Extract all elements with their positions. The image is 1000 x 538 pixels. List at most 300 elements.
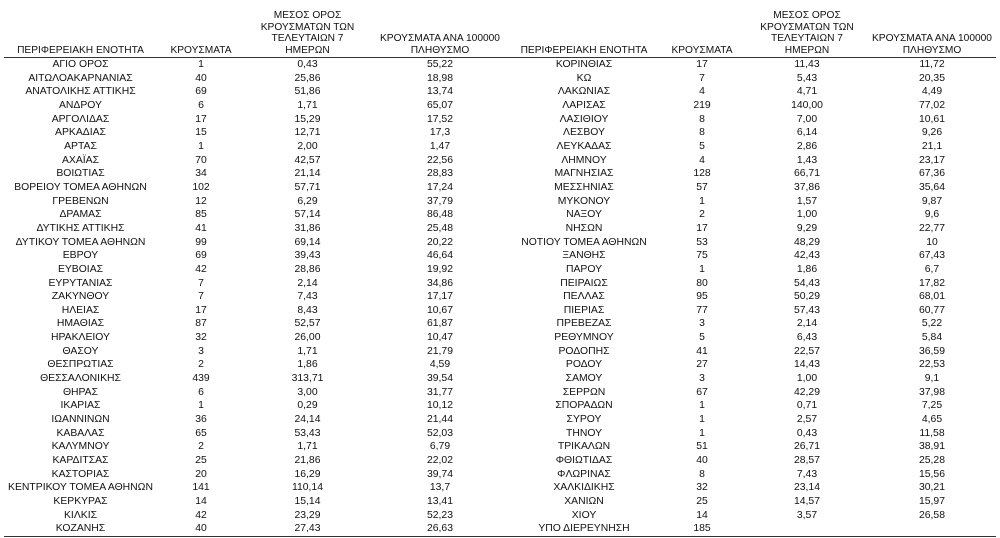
cell-regional-unit: ΗΡΑΚΛΕΙΟΥ bbox=[51, 332, 110, 344]
cell-cases-per-100000: 5,22 bbox=[921, 318, 943, 330]
cell-cases-per-100000: 17,52 bbox=[426, 113, 453, 125]
cell-cases: 1 bbox=[699, 263, 705, 275]
cell-regional-unit: ΗΜΑΘΙΑΣ bbox=[56, 318, 105, 330]
cell-cases-per-100000: 22,56 bbox=[426, 154, 453, 166]
cell-7day-average: 23,14 bbox=[793, 482, 820, 494]
cell-cases: 219 bbox=[693, 99, 711, 111]
cell-cases-per-100000: 6,79 bbox=[429, 441, 451, 453]
cell-cases: 41 bbox=[696, 345, 708, 357]
cell-regional-unit: ΜΥΚΟΝΟΥ bbox=[557, 195, 611, 207]
cell-cases-per-100000: 17,3 bbox=[429, 127, 451, 139]
cell-cases-per-100000: 17,24 bbox=[426, 181, 453, 193]
cell-7day-average: 7,00 bbox=[796, 113, 818, 125]
cell-7day-average: 15,14 bbox=[294, 496, 321, 507]
cell-cases-per-100000: 52,23 bbox=[426, 509, 453, 521]
cell-cases-per-100000: 31,77 bbox=[426, 386, 453, 398]
table-row bbox=[510, 358, 996, 372]
cell-cases-per-100000: 10,61 bbox=[918, 113, 945, 125]
header-row bbox=[4, 10, 510, 58]
cell-regional-unit: ΣΕΡΡΩΝ bbox=[562, 386, 606, 398]
cell-7day-average: 6,43 bbox=[796, 332, 818, 344]
cell-7day-average: 2,14 bbox=[297, 277, 318, 289]
cell-regional-unit: ΡΟΔΟΠΗΣ bbox=[558, 345, 610, 357]
cell-cases: 17 bbox=[195, 304, 207, 316]
cell-7day-average: 53,43 bbox=[294, 427, 321, 439]
cell-7day-average: 5,43 bbox=[796, 72, 818, 84]
cell-cases: 99 bbox=[195, 236, 207, 248]
cell-7day-average: 24,14 bbox=[294, 414, 321, 426]
cell-cases: 75 bbox=[696, 250, 708, 262]
table-row bbox=[510, 58, 996, 72]
cell-regional-unit: ΠΡΕΒΕΖΑΣ bbox=[556, 318, 612, 330]
cell-cases-per-100000: 67,43 bbox=[918, 250, 945, 262]
cell-cases-per-100000 bbox=[868, 522, 996, 536]
cell-regional-unit: ΠΕΙΡΑΙΩΣ bbox=[560, 277, 608, 289]
cell-cases: 1 bbox=[699, 195, 705, 207]
cell-cases-per-100000: 21,1 bbox=[921, 140, 943, 152]
table-row bbox=[510, 317, 996, 331]
cell-cases-per-100000: 77,02 bbox=[918, 99, 945, 111]
cell-cases-per-100000: 30,21 bbox=[918, 482, 945, 494]
cell-regional-unit: ΑΓΙΟ ΟΡΟΣ bbox=[52, 59, 109, 70]
table-row bbox=[510, 427, 996, 441]
cell-regional-unit: ΛΗΜΝΟΥ bbox=[561, 154, 607, 166]
cell-7day-average: 140,00 bbox=[791, 99, 823, 111]
cell-cases-per-100000: 13,74 bbox=[426, 86, 453, 98]
cell-regional-unit: ΠΙΕΡΙΑΣ bbox=[563, 304, 605, 316]
table-row bbox=[510, 99, 996, 113]
cell-regional-unit: ΡΕΘΥΜΝΟΥ bbox=[554, 332, 614, 344]
cell-cases: 1 bbox=[198, 400, 204, 412]
table-row bbox=[510, 126, 996, 140]
cell-regional-unit: ΑΡΚΑΔΙΑΣ bbox=[55, 127, 106, 139]
cell-cases: 32 bbox=[696, 482, 708, 494]
cell-7day-average: 313,71 bbox=[291, 373, 324, 385]
table-row bbox=[510, 413, 996, 427]
cell-7day-average: 52,57 bbox=[294, 318, 321, 330]
table-row bbox=[4, 427, 510, 441]
cell-regional-unit: ΚΑΡΔΙΤΣΑΣ bbox=[52, 455, 109, 467]
cell-cases: 27 bbox=[696, 359, 708, 371]
cell-cases: 42 bbox=[195, 509, 207, 521]
cell-7day-average: 2,00 bbox=[297, 140, 318, 152]
cell-7day-average: 48,29 bbox=[793, 236, 820, 248]
table-row bbox=[510, 481, 996, 495]
cell-cases-per-100000: 11,72 bbox=[919, 59, 945, 70]
cell-cases: 85 bbox=[195, 209, 207, 221]
cell-regional-unit: ΚΙΛΚΙΣ bbox=[64, 509, 97, 521]
cell-7day-average: 69,14 bbox=[294, 236, 321, 248]
cell-cases: 4 bbox=[699, 154, 705, 166]
table-row bbox=[510, 495, 996, 509]
header-cases: ΚΡΟΥΣΜΑΤΑ bbox=[671, 44, 733, 56]
cell-7day-average: 1,57 bbox=[796, 195, 818, 207]
cell-regional-unit: ΑΙΤΩΛΟΑΚΑΡΝΑΝΙΑΣ bbox=[28, 72, 133, 84]
cell-7day-average: 2,57 bbox=[796, 414, 818, 426]
cell-regional-unit: ΒΟΙΩΤΙΑΣ bbox=[56, 168, 105, 180]
table-row bbox=[510, 345, 996, 359]
table-row bbox=[4, 481, 510, 495]
table-body-right bbox=[510, 58, 996, 537]
cell-cases: 15 bbox=[195, 127, 207, 139]
header-cases: ΚΡΟΥΣΜΑΤΑ bbox=[170, 44, 232, 56]
table-row bbox=[510, 236, 996, 250]
cell-cases: 2 bbox=[699, 209, 705, 221]
cell-regional-unit: ΑΡΤΑΣ bbox=[64, 140, 97, 152]
cell-cases: 87 bbox=[195, 318, 207, 330]
cell-cases: 12 bbox=[195, 195, 207, 207]
cell-cases: 141 bbox=[192, 482, 210, 494]
cell-7day-average: 6,14 bbox=[796, 127, 818, 139]
table-row bbox=[4, 522, 510, 536]
table-row bbox=[4, 331, 510, 345]
cell-7day-average: 51,86 bbox=[294, 86, 321, 98]
cell-7day-average: 26,00 bbox=[294, 332, 321, 344]
cases-table-left bbox=[4, 10, 510, 537]
cell-regional-unit: ΛΕΣΒΟΥ bbox=[563, 127, 605, 139]
cell-cases-per-100000: 39,74 bbox=[426, 468, 453, 480]
cell-regional-unit: ΛΕΥΚΑΔΑΣ bbox=[556, 140, 612, 152]
cell-7day-average: 28,86 bbox=[294, 263, 321, 275]
cell-cases-per-100000: 10 bbox=[926, 236, 938, 248]
table-row bbox=[510, 195, 996, 209]
cell-regional-unit: ΔΥΤΙΚΟΥ ΤΟΜΕΑ ΑΘΗΝΩΝ bbox=[15, 236, 146, 248]
table-row bbox=[4, 317, 510, 331]
cell-7day-average: 14,43 bbox=[793, 359, 820, 371]
cell-7day-average: 22,57 bbox=[793, 345, 820, 357]
cell-regional-unit: ΚΑΒΑΛΑΣ bbox=[56, 427, 105, 439]
table-row bbox=[4, 304, 510, 318]
cell-cases: 51 bbox=[696, 441, 708, 453]
table-row bbox=[510, 522, 996, 536]
cell-regional-unit: ΚΟΡΙΝΘΙΑΣ bbox=[555, 59, 613, 70]
table-row bbox=[4, 195, 510, 209]
cell-cases-per-100000: 10,47 bbox=[426, 332, 453, 344]
cell-7day-average: 42,29 bbox=[793, 386, 820, 398]
cell-cases-per-100000: 22,02 bbox=[426, 455, 453, 467]
cell-7day-average: 1,71 bbox=[297, 345, 318, 357]
cell-cases-per-100000: 86,48 bbox=[426, 209, 453, 221]
cell-cases-per-100000: 38,91 bbox=[918, 441, 945, 453]
cell-cases-per-100000: 17,17 bbox=[426, 291, 453, 303]
cell-regional-unit: ΘΑΣΟΥ bbox=[62, 345, 99, 357]
header-7day-average: ΜΕΣΟΣ ΟΡΟΣ ΚΡΟΥΣΜΑΤΩΝ ΤΩΝ ΤΕΛΕΥΤΑΙΩΝ 7 ΗΜΕΡΩΝ bbox=[260, 10, 355, 56]
cell-cases: 8 bbox=[699, 127, 705, 139]
cell-cases: 1 bbox=[699, 427, 705, 439]
cell-7day-average: 0,29 bbox=[297, 400, 318, 412]
cell-cases: 7 bbox=[699, 72, 705, 84]
cell-regional-unit: ΕΥΒΟΙΑΣ bbox=[57, 263, 104, 275]
table-row bbox=[510, 222, 996, 236]
cell-7day-average: 1,00 bbox=[796, 209, 818, 221]
cell-cases: 1 bbox=[198, 59, 204, 70]
cell-cases: 17 bbox=[195, 113, 207, 125]
cell-cases: 185 bbox=[693, 523, 711, 535]
cell-cases: 6 bbox=[198, 99, 204, 111]
cell-regional-unit: ΠΑΡΟΥ bbox=[565, 263, 603, 275]
cell-cases-per-100000: 20,35 bbox=[918, 72, 945, 84]
table-row bbox=[4, 263, 510, 277]
cell-cases: 40 bbox=[696, 455, 708, 467]
cell-cases-per-100000: 65,07 bbox=[426, 99, 453, 111]
cell-cases: 57 bbox=[696, 181, 708, 193]
cell-cases: 42 bbox=[195, 263, 207, 275]
cell-regional-unit: ΓΡΕΒΕΝΩΝ bbox=[52, 195, 109, 207]
cell-cases-per-100000: 10,12 bbox=[426, 400, 453, 412]
cell-7day-average: 39,43 bbox=[294, 250, 321, 262]
cell-regional-unit: ΝΑΞΟΥ bbox=[566, 209, 602, 221]
cell-7day-average: 21,14 bbox=[294, 168, 321, 180]
cell-cases: 41 bbox=[195, 222, 207, 234]
cell-regional-unit: ΝΟΤΙΟΥ ΤΟΜΕΑ ΑΘΗΝΩΝ bbox=[521, 236, 647, 248]
cell-regional-unit: ΝΗΣΩΝ bbox=[565, 222, 603, 234]
table-row bbox=[510, 249, 996, 263]
cell-cases-per-100000: 67,36 bbox=[918, 168, 945, 180]
cell-7day-average: 57,14 bbox=[294, 209, 321, 221]
cell-cases: 2 bbox=[198, 359, 204, 371]
cell-regional-unit: ΘΕΣΣΑΛΟΝΙΚΗΣ bbox=[40, 373, 121, 385]
table-row bbox=[4, 208, 510, 222]
header-regional-unit: ΠΕΡΙΦΕΡΕΙΑΚΗ ΕΝΟΤΗΤΑ bbox=[520, 44, 648, 56]
cell-7day-average: 23,29 bbox=[294, 509, 321, 521]
cell-regional-unit: ΞΑΝΘΗΣ bbox=[562, 250, 606, 262]
cell-cases: 69 bbox=[195, 250, 207, 262]
cell-regional-unit: ΚΑΣΤΟΡΙΑΣ bbox=[51, 468, 110, 480]
table-row bbox=[4, 277, 510, 291]
cell-cases-per-100000: 22,77 bbox=[918, 222, 945, 234]
cell-cases-per-100000: 21,79 bbox=[426, 345, 453, 357]
cell-7day-average: 26,71 bbox=[793, 441, 820, 453]
cell-regional-unit: ΑΧΑΪΑΣ bbox=[61, 154, 100, 166]
cell-cases: 1 bbox=[699, 414, 705, 426]
table-row bbox=[4, 85, 510, 99]
cell-cases-per-100000: 9,1 bbox=[924, 373, 940, 385]
cell-regional-unit: ΗΛΕΙΑΣ bbox=[61, 304, 100, 316]
table-row bbox=[4, 290, 510, 304]
cell-cases-per-100000: 6,7 bbox=[924, 263, 940, 275]
cell-7day-average: 42,43 bbox=[793, 250, 820, 262]
cell-cases-per-100000: 26,58 bbox=[918, 509, 945, 521]
table-row bbox=[510, 140, 996, 154]
cell-7day-average: 37,86 bbox=[793, 181, 820, 193]
cell-cases-per-100000: 22,53 bbox=[918, 359, 945, 371]
cell-cases: 80 bbox=[696, 277, 708, 289]
cell-cases: 3 bbox=[198, 345, 204, 357]
cell-regional-unit: ΛΑΡΙΣΑΣ bbox=[562, 99, 606, 111]
cell-regional-unit: ΣΑΜΟΥ bbox=[565, 373, 603, 385]
cell-regional-unit: ΚΑΛΥΜΝΟΥ bbox=[51, 441, 110, 453]
table-row bbox=[4, 413, 510, 427]
cell-cases: 14 bbox=[195, 496, 207, 507]
cell-7day-average: 1,86 bbox=[297, 359, 318, 371]
table-row bbox=[510, 331, 996, 345]
cell-cases: 1 bbox=[699, 400, 705, 412]
cell-cases-per-100000: 46,64 bbox=[426, 250, 453, 262]
table-row bbox=[4, 167, 510, 181]
cell-cases: 8 bbox=[699, 113, 705, 125]
table-row bbox=[4, 72, 510, 86]
cell-7day-average: 7,43 bbox=[796, 468, 818, 480]
cell-7day-average: 1,43 bbox=[796, 154, 818, 166]
cell-7day-average: 4,71 bbox=[796, 86, 818, 98]
cell-7day-average: 2,86 bbox=[796, 140, 818, 152]
table-row bbox=[510, 263, 996, 277]
table-row bbox=[4, 399, 510, 413]
cell-cases-per-100000: 28,83 bbox=[426, 168, 453, 180]
cell-7day-average: 12,71 bbox=[294, 127, 321, 139]
table-row bbox=[510, 277, 996, 291]
cell-cases-per-100000: 35,64 bbox=[918, 181, 945, 193]
table-row bbox=[510, 440, 996, 454]
table-row bbox=[510, 208, 996, 222]
cell-cases-per-100000: 25,48 bbox=[426, 222, 453, 234]
cell-cases-per-100000: 9,26 bbox=[921, 127, 943, 139]
cell-cases: 17 bbox=[696, 222, 708, 234]
table-row bbox=[4, 440, 510, 454]
cell-cases-per-100000: 55,22 bbox=[426, 59, 453, 70]
table-row bbox=[4, 509, 510, 523]
cell-cases: 40 bbox=[195, 523, 207, 535]
cell-regional-unit: ΑΝΔΡΟΥ bbox=[59, 99, 102, 111]
cell-cases-per-100000: 4,49 bbox=[921, 86, 943, 98]
cell-cases: 17 bbox=[696, 59, 708, 70]
cell-cases-per-100000: 61,87 bbox=[426, 318, 453, 330]
cell-regional-unit: ΛΑΚΩΝΙΑΣ bbox=[557, 86, 611, 98]
cell-7day-average: 27,43 bbox=[294, 523, 321, 535]
cell-cases: 36 bbox=[195, 414, 207, 426]
cell-7day-average: 9,29 bbox=[796, 222, 818, 234]
cell-7day-average: 15,29 bbox=[294, 113, 321, 125]
cell-regional-unit: ΚΕΝΤΡΙΚΟΥ ΤΟΜΕΑ ΑΘΗΝΩΝ bbox=[8, 482, 153, 494]
table-row bbox=[4, 154, 510, 168]
cell-7day-average: 110,14 bbox=[291, 482, 323, 494]
cell-cases-per-100000: 15,97 bbox=[918, 496, 945, 507]
cell-7day-average: 42,57 bbox=[294, 154, 321, 166]
cell-7day-average: 8,43 bbox=[297, 304, 318, 316]
cell-cases: 25 bbox=[696, 496, 708, 507]
table-row bbox=[510, 85, 996, 99]
cell-cases: 32 bbox=[195, 332, 207, 344]
cell-7day-average bbox=[746, 522, 868, 536]
cell-7day-average: 21,86 bbox=[294, 455, 321, 467]
cell-cases: 3 bbox=[699, 373, 705, 385]
cell-7day-average: 3,00 bbox=[297, 386, 318, 398]
cell-regional-unit: ΡΟΔΟΥ bbox=[565, 359, 603, 371]
cell-regional-unit: ΒΟΡΕΙΟΥ ΤΟΜΕΑ ΑΘΗΝΩΝ bbox=[14, 181, 147, 193]
table-row bbox=[4, 386, 510, 400]
cell-cases-per-100000: 52,03 bbox=[426, 427, 453, 439]
cell-regional-unit: ΠΕΛΛΑΣ bbox=[563, 291, 605, 303]
cell-cases-per-100000: 9,6 bbox=[924, 209, 940, 221]
table-row bbox=[510, 399, 996, 413]
cell-7day-average: 14,57 bbox=[793, 496, 820, 507]
cell-7day-average: 25,86 bbox=[294, 72, 321, 84]
header-7day-average: ΜΕΣΟΣ ΟΡΟΣ ΚΡΟΥΣΜΑΤΩΝ ΤΩΝ ΤΕΛΕΥΤΑΙΩΝ 7 ΗΜΕΡΩΝ bbox=[760, 10, 854, 56]
cell-cases: 67 bbox=[696, 386, 708, 398]
cell-7day-average: 50,29 bbox=[793, 291, 820, 303]
table-row bbox=[510, 113, 996, 127]
cell-cases-per-100000: 36,59 bbox=[918, 345, 945, 357]
cell-cases: 8 bbox=[699, 468, 705, 480]
cell-7day-average: 6,29 bbox=[297, 195, 318, 207]
cell-7day-average: 57,43 bbox=[793, 304, 820, 316]
cell-cases: 5 bbox=[699, 140, 705, 152]
cell-cases: 5 bbox=[699, 332, 705, 344]
table-row bbox=[4, 495, 510, 509]
cell-regional-unit: ΚΟΖΑΝΗΣ bbox=[55, 523, 106, 535]
cell-7day-average: 11,43 bbox=[794, 59, 820, 70]
cell-7day-average: 28,57 bbox=[793, 455, 820, 467]
table-row bbox=[510, 509, 996, 523]
cell-regional-unit: ΕΥΡΥΤΑΝΙΑΣ bbox=[48, 277, 113, 289]
cell-cases-per-100000: 10,67 bbox=[426, 304, 453, 316]
cell-cases-per-100000: 4,65 bbox=[921, 414, 943, 426]
cell-7day-average: 66,71 bbox=[793, 168, 820, 180]
cell-cases: 128 bbox=[693, 168, 711, 180]
cell-regional-unit: ΚΩ bbox=[576, 72, 592, 84]
cell-cases: 7 bbox=[198, 291, 204, 303]
cell-regional-unit: ΚΕΡΚΥΡΑΣ bbox=[53, 496, 108, 507]
cell-regional-unit: ΑΝΑΤΟΛΙΚΗΣ ΑΤΤΙΚΗΣ bbox=[25, 86, 136, 98]
cell-cases: 102 bbox=[192, 181, 210, 193]
cell-cases-per-100000: 26,63 bbox=[426, 523, 453, 535]
header-cases-per-100000: ΚΡΟΥΣΜΑΤΑ ΑΝΑ 100000 ΠΛΗΘΥΣΜΟ bbox=[872, 33, 992, 56]
table-row bbox=[510, 372, 996, 386]
cell-regional-unit: ΔΥΤΙΚΗΣ ΑΤΤΙΚΗΣ bbox=[36, 222, 125, 234]
cell-cases: 7 bbox=[198, 277, 204, 289]
cell-regional-unit: ΧΑΛΚΙΔΙΚΗΣ bbox=[553, 482, 615, 494]
cell-regional-unit: ΛΑΣΙΘΙΟΥ bbox=[559, 113, 609, 125]
cell-cases: 53 bbox=[696, 236, 708, 248]
cell-cases-per-100000: 37,98 bbox=[918, 386, 945, 398]
cell-cases: 77 bbox=[696, 304, 708, 316]
cell-cases: 3 bbox=[699, 318, 705, 330]
table-row bbox=[4, 58, 510, 72]
cell-7day-average: 0,71 bbox=[796, 400, 818, 412]
cell-regional-unit: ΑΡΓΟΛΙΔΑΣ bbox=[51, 113, 110, 125]
cell-regional-unit: ΖΑΚΥΝΘΟΥ bbox=[51, 291, 110, 303]
table-row bbox=[510, 386, 996, 400]
cell-7day-average: 3,57 bbox=[796, 509, 818, 521]
table-row bbox=[4, 345, 510, 359]
cell-7day-average: 57,71 bbox=[294, 181, 321, 193]
cell-regional-unit: ΜΑΓΝΗΣΙΑΣ bbox=[554, 168, 614, 180]
cell-7day-average: 1,71 bbox=[297, 99, 318, 111]
table-row bbox=[510, 290, 996, 304]
cell-regional-unit: ΤΗΝΟΥ bbox=[565, 427, 603, 439]
cell-cases-per-100000: 9,87 bbox=[921, 195, 943, 207]
cell-7day-average: 1,71 bbox=[297, 441, 318, 453]
cell-regional-unit: ΧΙΟΥ bbox=[571, 509, 597, 521]
cell-7day-average: 7,43 bbox=[297, 291, 318, 303]
table-row bbox=[4, 454, 510, 468]
cell-cases-per-100000: 68,01 bbox=[918, 291, 945, 303]
table-row bbox=[4, 99, 510, 113]
cell-cases: 4 bbox=[699, 86, 705, 98]
table-row bbox=[510, 167, 996, 181]
cell-7day-average: 0,43 bbox=[796, 427, 818, 439]
cell-regional-unit: ΘΕΣΠΡΩΤΙΑΣ bbox=[47, 359, 114, 371]
cell-cases-per-100000: 23,17 bbox=[918, 154, 945, 166]
cell-cases: 65 bbox=[195, 427, 207, 439]
cell-regional-unit: ΜΕΣΣΗΝΙΑΣ bbox=[554, 181, 614, 193]
cell-regional-unit: ΣΥΡΟΥ bbox=[566, 414, 602, 426]
table-body-left bbox=[4, 58, 510, 537]
cell-cases: 70 bbox=[195, 154, 207, 166]
table-row bbox=[4, 126, 510, 140]
cell-regional-unit: ΦΛΩΡΙΝΑΣ bbox=[557, 468, 611, 480]
cell-7day-average: 16,29 bbox=[294, 468, 321, 480]
